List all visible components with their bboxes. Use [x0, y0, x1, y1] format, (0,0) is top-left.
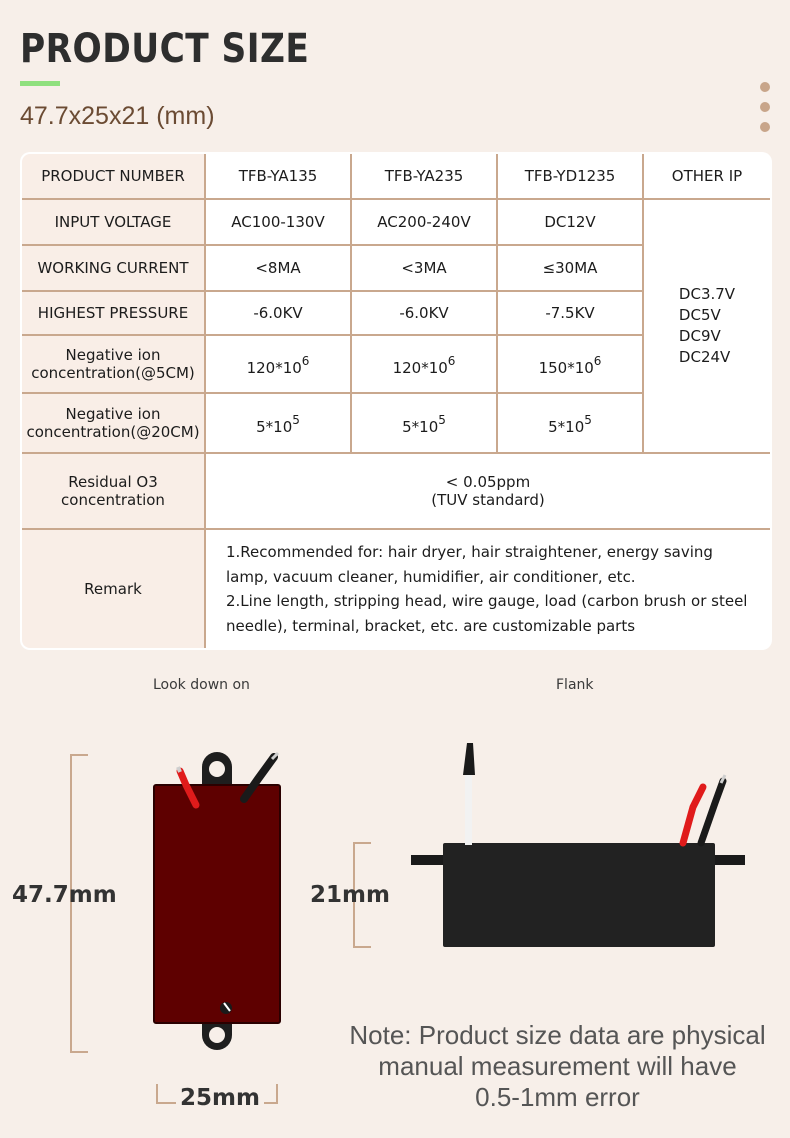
table-cell: AC200-240V — [351, 199, 497, 245]
table-cell: $120*10^6$ — [205, 335, 351, 393]
spec-table — [20, 152, 772, 650]
side-view-caption: Flank — [556, 677, 594, 693]
title-accent-bar — [20, 81, 60, 86]
table-cell: $150*10^6$ — [497, 335, 643, 393]
model-cell: TFB-YD1235 — [497, 153, 643, 199]
table-cell: -6.0KV — [205, 291, 351, 335]
dot — [760, 82, 770, 92]
other-ip-value: DC3.7V — [678, 285, 736, 303]
table-cell: AC100-130V — [205, 199, 351, 245]
product-dimensions: 47.7x25x21 (mm) — [20, 102, 215, 130]
table-cell: DC12V — [497, 199, 643, 245]
other-ip-value: DC5V — [678, 306, 721, 324]
table-cell: <3MA — [351, 245, 497, 291]
width-dimension-label: 25mm — [176, 1085, 264, 1111]
top-view-caption: Look down on — [153, 677, 250, 693]
row-label: Residual O3 concentration — [21, 453, 205, 529]
side-view-illustration — [405, 735, 755, 955]
remark-label: Remark — [21, 529, 205, 649]
top-view-illustration — [140, 745, 300, 1060]
depth-dimension-label: 21mm — [310, 882, 390, 908]
measurement-note: Note: Product size data are physical manual measurement will have 0.5-1mm error — [349, 1020, 766, 1112]
other-ip-value: DC24V — [678, 348, 731, 366]
table-row — [21, 529, 771, 649]
row-label: INPUT VOLTAGE — [21, 199, 205, 245]
model-cell: TFB-YA235 — [351, 153, 497, 199]
height-dimension-label: 47.7mm — [12, 882, 117, 908]
dot — [760, 102, 770, 112]
table-row — [21, 453, 771, 529]
table-cell: <8MA — [205, 245, 351, 291]
table-cell: $5*10^5$ — [351, 393, 497, 453]
other-ip-header: OTHER IP — [643, 153, 771, 199]
table-row — [21, 199, 771, 245]
row-label: Negative ion concentration(@20CM) — [21, 393, 205, 453]
decorative-dots — [760, 82, 770, 142]
page-title: PRODUCT SIZE — [20, 26, 310, 72]
table-cell: -7.5KV — [497, 291, 643, 335]
other-ip-values — [643, 199, 771, 453]
table-cell: ≤30MA — [497, 245, 643, 291]
table-cell: $5*10^5$ — [205, 393, 351, 453]
row-label: Negative ion concentration(@5CM) — [21, 335, 205, 393]
table-cell: -6.0KV — [351, 291, 497, 335]
table-cell: $5*10^5$ — [497, 393, 643, 453]
remark-text: 1.Recommended for: hair dryer, hair straightener, energy saving lamp, vacuum cleaner, humidifier, air conditioner, etc. 2.Line length, stripping head, wire gauge, load (carbon brush or steel needle), terminal, bracket, etc. are customizable parts — [205, 529, 771, 649]
row-label: HIGHEST PRESSURE — [21, 291, 205, 335]
other-ip-value: DC9V — [678, 327, 721, 345]
table-row — [21, 153, 771, 199]
product-number-label: PRODUCT NUMBER — [21, 153, 205, 199]
row-label: WORKING CURRENT — [21, 245, 205, 291]
model-cell: TFB-YA135 — [205, 153, 351, 199]
table-cell: $120*10^6$ — [351, 335, 497, 393]
dot — [760, 122, 770, 132]
residual-value: < 0.05ppm (TUV standard) — [205, 453, 771, 529]
